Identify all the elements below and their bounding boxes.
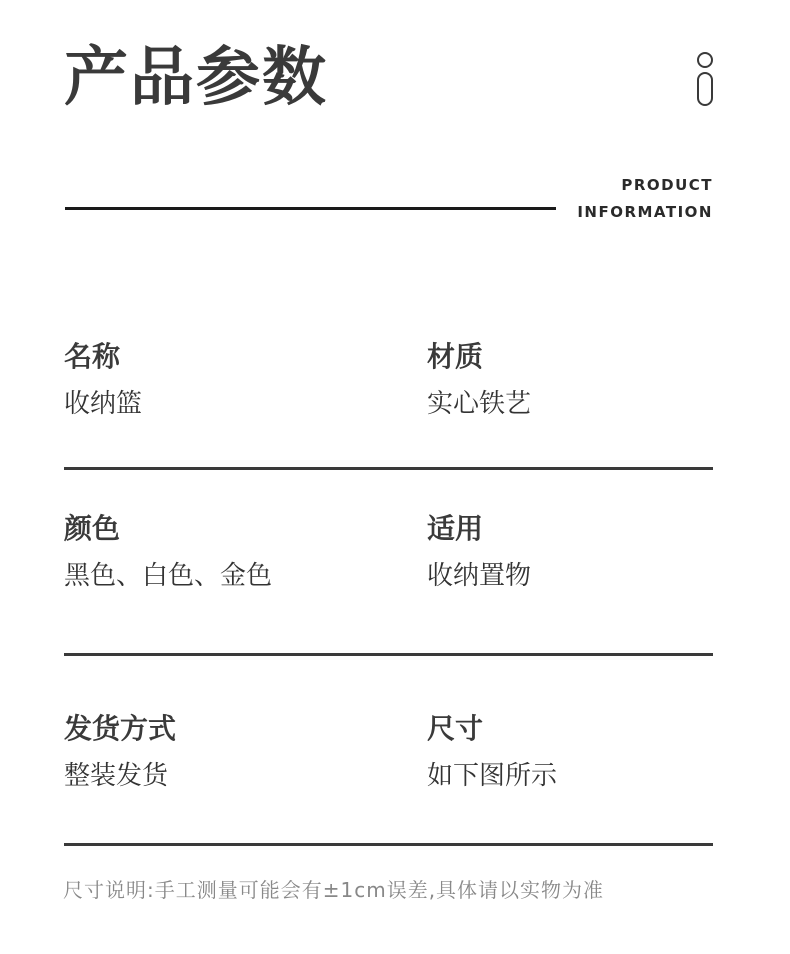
param-value: 收纳篮 (64, 389, 143, 419)
size-footnote: 尺寸说明:手工测量可能会有±1cm误差,具体请以实物为准 (63, 878, 605, 902)
row-divider (64, 843, 713, 846)
param-value: 收纳置物 (427, 561, 532, 591)
param-value: 整装发货 (64, 761, 169, 791)
param-label: 适用 (427, 512, 484, 545)
param-label: 尺寸 (427, 712, 484, 745)
subtitle-line-2: INFORMATION (577, 203, 713, 221)
param-label: 名称 (64, 340, 121, 373)
param-label: 颜色 (64, 512, 121, 545)
param-label: 材质 (427, 340, 484, 373)
param-value: 如下图所示 (427, 761, 558, 791)
header-rule (65, 207, 556, 210)
info-icon-dot (697, 52, 713, 68)
param-value: 黑色、白色、金色 (64, 561, 273, 591)
param-material (427, 340, 532, 419)
subtitle-line-1: PRODUCT (621, 176, 713, 194)
page-title: 产品参数 (64, 41, 328, 115)
row-divider (64, 653, 713, 656)
param-color (64, 512, 273, 591)
param-value: 实心铁艺 (427, 389, 532, 419)
subtitle (577, 172, 713, 226)
info-icon (696, 52, 714, 106)
param-label: 发货方式 (64, 712, 177, 745)
param-name (64, 340, 143, 419)
info-icon-bar (697, 72, 713, 106)
row-divider (64, 467, 713, 470)
param-size (427, 712, 558, 791)
param-shipping (64, 712, 177, 791)
param-usage (427, 512, 532, 591)
